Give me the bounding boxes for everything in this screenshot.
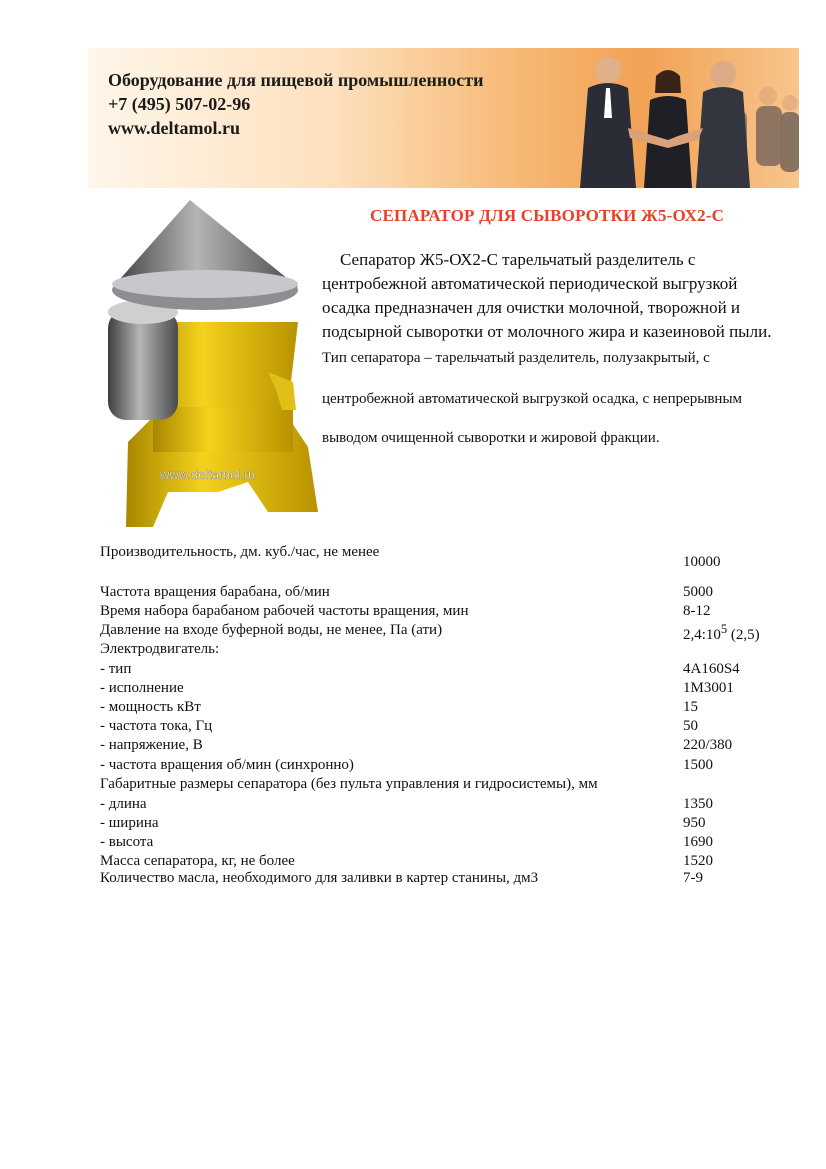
spec-row [100,718,780,738]
spec-value: 7-9 [683,870,703,886]
banner-contact-block [108,68,483,140]
spec-value: 220/380 [683,737,733,753]
spec-label: Электродвигатель: [100,641,220,657]
spec-label: Время набора барабаном рабочей частоты вращения, мин [100,603,469,619]
photo-watermark: www.deltamol.ru [160,467,256,482]
separator-photo [98,192,322,538]
header-banner [88,48,799,188]
spec-value: 50 [683,718,698,734]
spec-value: 1350 [683,796,713,812]
spec-row [100,757,780,777]
intro-paragraph [322,248,808,344]
spec-label: - длина [100,796,147,812]
spec-label: - напряжение, В [100,737,203,753]
spec-value: 1520 [683,853,713,869]
spec-row [100,796,780,816]
spec-label: Производительность, дм. куб./час, не менее [100,544,380,560]
intro-line: центробежной автоматической периодической выгрузкой [322,274,738,293]
banner-website[interactable]: www.deltamol.ru [108,118,240,138]
spec-label: Частота вращения барабана, об/мин [100,584,330,600]
spec-value-exponent: 5 [720,622,728,636]
spec-label: Давление на входе буферной воды, не менее, Па (ати) [100,622,443,638]
intro-line: подсырной сыворотки от молочного жира и казеиновой пыли. [322,322,772,341]
spec-row [100,680,780,700]
spec-label: - частота вращения об/мин (синхронно) [100,757,354,773]
spec-label: - ширина [100,815,159,831]
spec-value: 8-12 [683,603,711,619]
spec-value: 1М3001 [683,680,734,696]
spec-value-tail: (2,5) [727,627,760,643]
page-title: СЕПАРАТОР ДЛЯ СЫВОРОТКИ Ж5-ОХ2-С [370,206,725,225]
spec-label: - высота [100,834,154,850]
spec-row [100,584,780,604]
spec-value: 950 [683,815,706,831]
spec-value: 5000 [683,584,713,600]
spec-label: - исполнение [100,680,184,696]
spec-row [100,834,780,854]
spec-value: 4А160S4 [683,661,740,677]
spec-value: 1500 [683,757,713,773]
spec-label: - тип [100,661,132,677]
spec-label: - мощность кВт [100,699,201,715]
spec-row [100,603,780,623]
spec-label: Количество масла, необходимого для заливки в картер станины, дм3 [100,870,539,886]
spec-row [100,815,780,835]
spec-row [100,776,780,796]
spec-row [100,661,780,681]
spec-value: 1690 [683,834,713,850]
business-people-handshake-image [518,48,799,188]
spec-label: Габаритные размеры сепаратора (без пульта управления и гидросистемы), мм [100,776,598,792]
spec-label: Масса сепаратора, кг, не более [100,853,295,869]
spec-value: 2,4:10 [683,627,721,643]
spec-row [100,737,780,757]
type-description-line: выводом очищенной сыворотки и жировой фракции. [322,430,660,446]
intro-line: осадка предназначен для очистки молочной, творожной и [322,298,741,317]
type-description-line: Тип сепаратора – тарельчатый разделитель, полузакрытый, с [322,350,710,366]
intro-line: Сепаратор Ж5-ОХ2-С тарельчатый разделитель с [340,250,696,269]
type-description-line: центробежной автоматической выгрузкой осадка, с непрерывным [322,391,743,407]
spec-row [100,641,780,661]
spec-label: - частота тока, Гц [100,718,213,734]
banner-phone[interactable]: +7 (495) 507-02-96 [108,94,251,114]
spec-row [100,622,780,642]
spec-value: 15 [683,699,698,715]
spec-row [100,544,780,570]
spec-value: 10000 [683,554,721,570]
banner-company-line: Оборудование для пищевой промышленности [108,70,484,90]
spec-row [100,870,780,890]
spec-row [100,699,780,719]
